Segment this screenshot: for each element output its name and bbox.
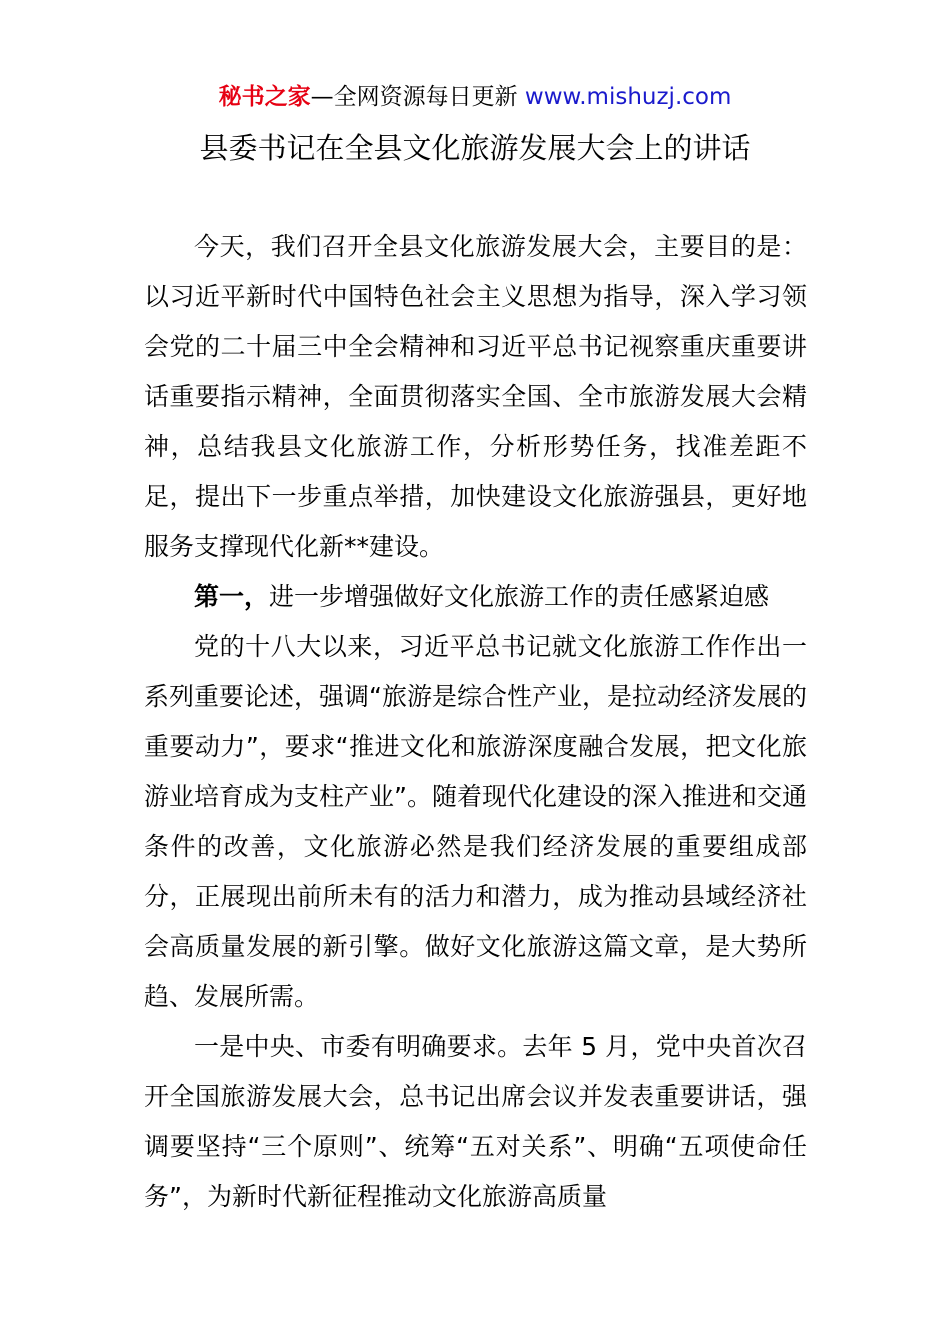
site-tagline: —全网资源每日更新 [310, 84, 518, 110]
section-heading-text: 进一步增强做好文化旅游工作的责任感紧迫感 [269, 582, 770, 611]
brand-name: 秘书之家 [218, 84, 311, 110]
body-paragraph: 党的十八大以来，习近平总书记就文化旅游工作作出一系列重要论述，强调“旅游是综合性产业，是拉动经济发展的重要动力”，要求“推进文化和旅游深度融合发展，把文化旅游业培育成为支柱产业”。随着现代化建设的深入推进和交通条件的改善，文化旅游必然是我们经济发展的重要组成部分，正展现出前所未有的活力和潜力，成为推动县域经济社会高质量发展的新引擎。做好文化旅游这篇文章，是大势所趋、发展所需。 [144, 632, 807, 1011]
site-url-link[interactable]: www.mishuzj.com [524, 84, 732, 110]
section-heading [144, 572, 807, 622]
site-header [0, 80, 950, 114]
document-title: 县委书记在全县文化旅游发展大会上的讲话 [199, 131, 751, 165]
intro-paragraph: 今天，我们召开全县文化旅游发展大会，主要目的是：以习近平新时代中国特色社会主义思想为指导，深入学习领会党的二十届三中全会精神和习近平总书记视察重庆重要讲话重要指示精神，全面贯彻落实全国、全市旅游发展大会精神，总结我县文化旅游工作，分析形势任务，找准差距不足，提出下一步重点举措，加快建设文化旅游强县，更好地服务支撑现代化新**建设。 [144, 232, 807, 561]
section-number: 第一， [194, 582, 270, 611]
document-body [144, 222, 807, 1222]
body-paragraph: 一是中央、市委有明确要求。去年 5 月，党中央首次召开全国旅游发展大会，总书记出席会议并发表重要讲话，强调要坚持“三个原则”、统筹“五对关系”、明确“五项使命任务”，为新时代新征程推动文化旅游高质量 [144, 1032, 807, 1211]
